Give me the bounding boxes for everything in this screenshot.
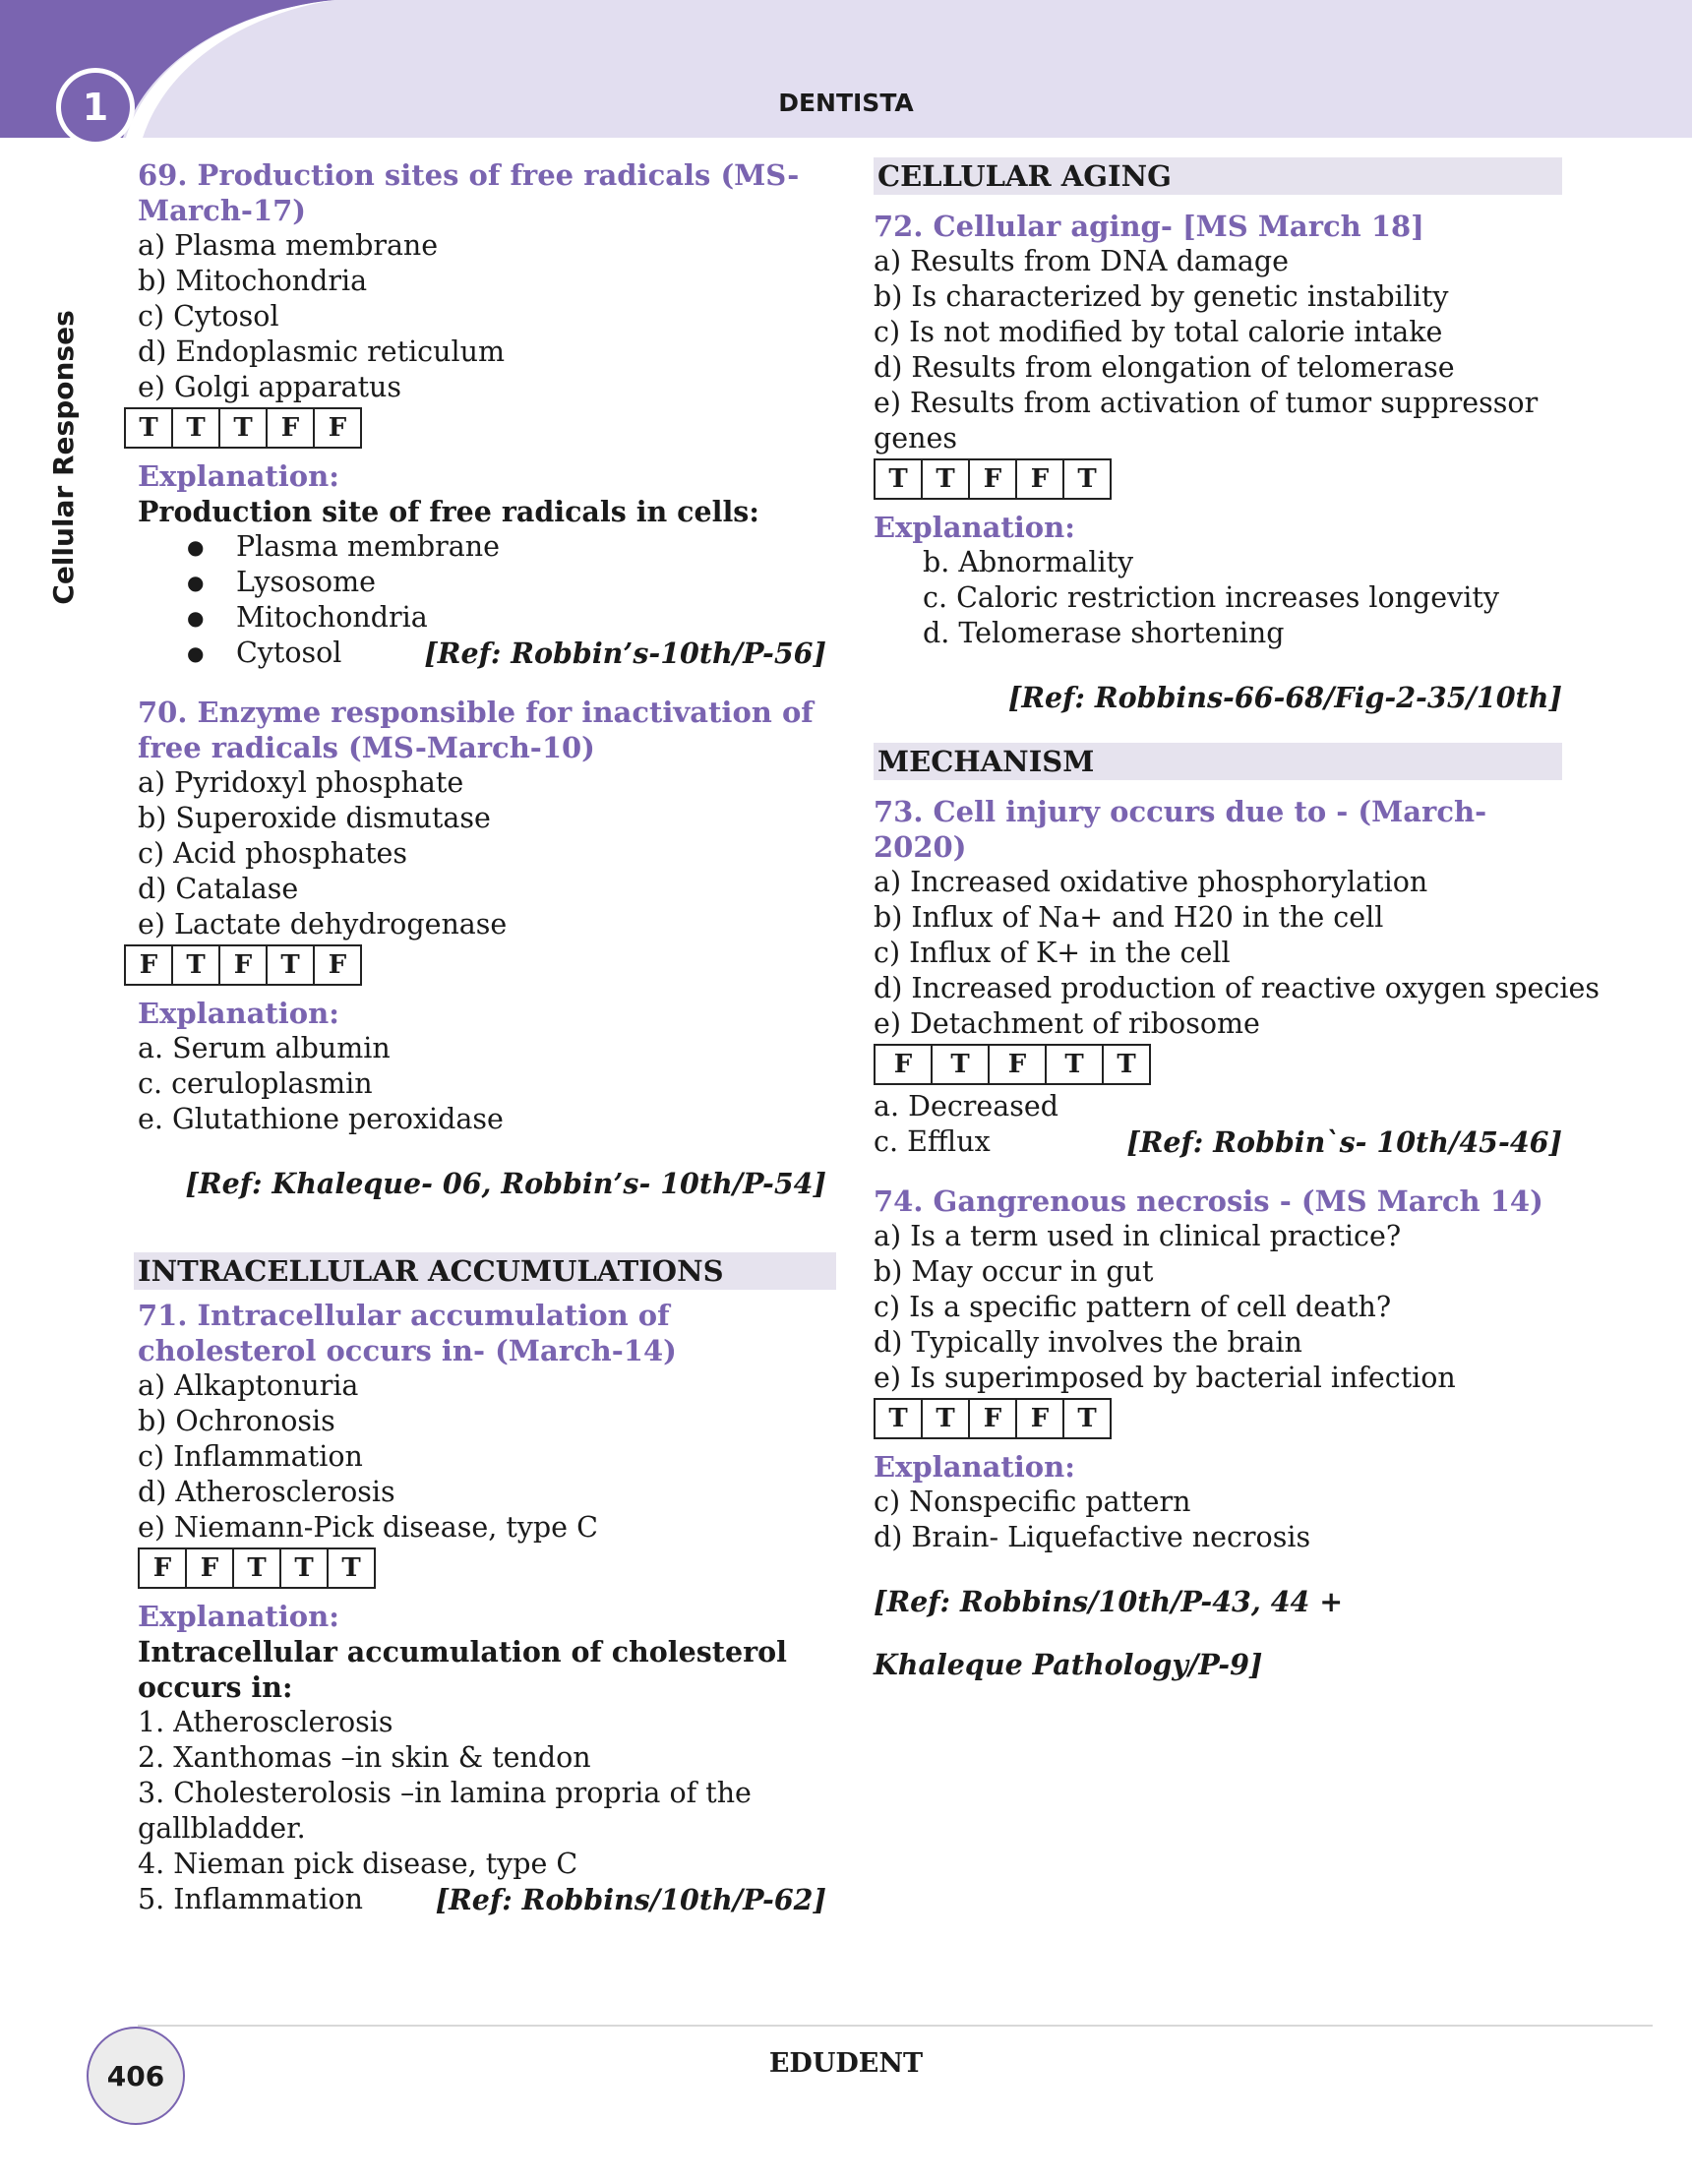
q71-option-d: d) Atherosclerosis (138, 1476, 395, 1508)
q71-last-line-row (138, 1882, 826, 1917)
answer-cell: T (281, 1547, 329, 1589)
q70-option-b: b) Superoxide dismutase (138, 802, 491, 834)
answer-cell: T (268, 944, 315, 986)
footer-divider (138, 2025, 1653, 2027)
q71-explanation-line: 2. Xanthomas –in skin & tendon (138, 1741, 591, 1774)
q74-option-e: e) Is superimposed by bacterial infection (874, 1362, 1456, 1394)
q72-reference: [Ref: Robbins-66-68/Fig-2-35/10th] (1007, 680, 1562, 714)
q72-answer-key (874, 458, 1562, 500)
q72-option-e: e) Results from activation of tumor suppressor genes (874, 387, 1539, 455)
section-heading-intracellular-accumulations: INTRACELLULAR ACCUMULATIONS (134, 1252, 836, 1290)
q70-explanation-label: Explanation: (138, 997, 339, 1030)
answer-cell: T (874, 458, 923, 500)
q72-explanation-line: c. Caloric restriction increases longevity (923, 581, 1499, 614)
answer-cell: T (923, 1398, 970, 1439)
q71-explanation-line: 5. Inflammation (138, 1883, 363, 1915)
q73-option-d: d) Increased production of reactive oxygen species (874, 972, 1600, 1004)
q72-option-a: a) Results from DNA damage (874, 245, 1289, 277)
q70-explanation-line: a. Serum albumin (138, 1032, 391, 1064)
left-column (138, 157, 826, 1917)
q72-option-d: d) Results from elongation of telomerase (874, 351, 1455, 384)
q71-explanation-line: 1. Atherosclerosis (138, 1706, 393, 1738)
q73-explanation-line: a. Decreased (874, 1090, 1059, 1122)
answer-cell: F (124, 944, 173, 986)
page-number-badge: 406 (87, 2027, 185, 2125)
header-banner-graphic (0, 0, 1692, 138)
q71-option-e: e) Niemann-Pick disease, type C (138, 1511, 598, 1544)
right-column (874, 157, 1600, 1711)
answer-cell: T (874, 1398, 923, 1439)
q71-answer-key (138, 1547, 826, 1589)
answer-cell: F (315, 407, 362, 449)
book-title: DENTISTA (778, 89, 914, 117)
question-70-title: 70. Enzyme responsible for inactivation of free radicals (MS-March-10) (138, 696, 814, 764)
question-73-title: 73. Cell injury occurs due to - (March-2020) (874, 795, 1487, 864)
q74-reference-line-2: Khaleque Pathology/P-9] (874, 1648, 1263, 1681)
answer-cell: T (923, 458, 970, 500)
list-item (187, 636, 826, 671)
q70-answer-key (124, 944, 826, 986)
answer-cell: T (933, 1044, 990, 1085)
answer-cell: T (173, 407, 220, 449)
answer-cell: F (315, 944, 362, 986)
q69-option-e: e) Golgi apparatus (138, 371, 402, 403)
answer-cell: F (1017, 458, 1064, 500)
question-69-title: 69. Production sites of free radicals (MS-March-17) (138, 158, 800, 227)
answer-cell: F (970, 458, 1017, 500)
question-74-title: 74. Gangrenous necrosis - (MS March 14) (874, 1184, 1543, 1218)
question-71-title: 71. Intracellular accumulation of cholesterol occurs in- (March-14) (138, 1299, 677, 1367)
answer-cell: T (1047, 1044, 1104, 1085)
q71-option-a: a) Alkaptonuria (138, 1369, 359, 1402)
q71-option-b: b) Ochronosis (138, 1405, 335, 1437)
q70-reference: [Ref: Khaleque- 06, Robbin’s- 10th/P-54] (185, 1166, 826, 1200)
q70-option-d: d) Catalase (138, 873, 299, 905)
answer-cell: T (329, 1547, 376, 1589)
answer-cell: T (220, 407, 268, 449)
q74-option-c: c) Is a specific pattern of cell death? (874, 1291, 1392, 1323)
q73-option-c: c) Influx of K+ in the cell (874, 937, 1231, 969)
list-item-text: Cytosol (236, 637, 342, 669)
q74-reference-line-1: [Ref: Robbins/10th/P-43, 44 + (874, 1584, 1344, 1618)
q72-explanation-label: Explanation: (874, 511, 1075, 544)
q69-reference: [Ref: Robbin’s-10th/P-56] (424, 637, 826, 670)
q73-explanation-line: c. Efflux (874, 1125, 991, 1158)
q70-option-c: c) Acid phosphates (138, 837, 408, 870)
q74-answer-key (874, 1398, 1562, 1439)
answer-cell: F (1017, 1398, 1064, 1439)
q72-option-c: c) Is not modified by total calorie intake (874, 316, 1443, 348)
answer-cell: F (138, 1547, 187, 1589)
q73-answer-key (874, 1044, 1562, 1085)
answer-cell: T (1064, 1398, 1112, 1439)
answer-cell: T (124, 407, 173, 449)
q71-explanation-line: 4. Nieman pick disease, type C (138, 1848, 578, 1880)
q69-bullet-list (138, 529, 826, 671)
q69-option-c: c) Cytosol (138, 300, 279, 333)
q69-option-b: b) Mitochondria (138, 265, 368, 297)
q74-explanation-line: c) Nonspecific pattern (874, 1486, 1191, 1518)
answer-cell: F (874, 1044, 933, 1085)
q72-option-b: b) Is characterized by genetic instability (874, 280, 1449, 313)
q70-explanation-line: c. ceruloplasmin (138, 1067, 373, 1100)
section-heading-cellular-aging: CELLULAR AGING (874, 157, 1562, 195)
footer-brand: EDUDENT (768, 2048, 924, 2079)
q69-option-a: a) Plasma membrane (138, 229, 439, 262)
q69-answer-key (124, 407, 826, 449)
q71-explanation-line: 3. Cholesterolosis –in lamina propria of the gallbladder. (138, 1777, 752, 1845)
list-item: ● Mitochondria (187, 600, 826, 636)
q71-explanation-heading: Intracellular accumulation of cholesterol occurs in: (138, 1635, 787, 1704)
q69-option-d: d) Endoplasmic reticulum (138, 335, 505, 368)
q69-explanation-heading: Production site of free radicals in cells: (138, 495, 759, 528)
section-heading-mechanism: MECHANISM (874, 743, 1562, 780)
q71-explanation-label: Explanation: (138, 1600, 339, 1633)
answer-cell: F (187, 1547, 234, 1589)
q73-option-b: b) Influx of Na+ and H20 in the cell (874, 901, 1384, 934)
answer-cell: T (1064, 458, 1112, 500)
page-header (0, 0, 1692, 138)
question-72-title: 72. Cellular aging- [MS March 18] (874, 210, 1424, 243)
q74-explanation-line: d) Brain- Liquefactive necrosis (874, 1521, 1311, 1553)
q74-explanation-label: Explanation: (874, 1450, 1075, 1484)
q71-reference: [Ref: Robbins/10th/P-62] (435, 1883, 826, 1916)
q72-explanation-line: d. Telomerase shortening (923, 617, 1285, 649)
answer-cell: T (173, 944, 220, 986)
q73-option-e: e) Detachment of ribosome (874, 1007, 1260, 1040)
q70-option-e: e) Lactate dehydrogenase (138, 908, 508, 940)
answer-cell: F (990, 1044, 1047, 1085)
q70-option-a: a) Pyridoxyl phosphate (138, 766, 464, 799)
answer-cell: F (268, 407, 315, 449)
q73-reference: [Ref: Robbin`s- 10th/45-46] (1126, 1125, 1562, 1159)
q73-option-a: a) Increased oxidative phosphorylation (874, 866, 1428, 898)
list-item: ● Lysosome (187, 565, 826, 600)
q73-last-line-row (874, 1124, 1562, 1160)
side-chapter-label: Cellular Responses (47, 310, 80, 605)
answer-cell: T (1104, 1044, 1151, 1085)
q69-explanation-label: Explanation: (138, 459, 339, 493)
q70-explanation-line: e. Glutathione peroxidase (138, 1103, 504, 1135)
q74-option-a: a) Is a term used in clinical practice? (874, 1220, 1402, 1252)
q74-option-b: b) May occur in gut (874, 1255, 1154, 1288)
chapter-number-badge: 1 (61, 73, 130, 142)
q72-explanation-line: b. Abnormality (923, 546, 1134, 578)
answer-cell: F (220, 944, 268, 986)
list-item: ● Plasma membrane (187, 529, 826, 565)
answer-cell: F (970, 1398, 1017, 1439)
q74-option-d: d) Typically involves the brain (874, 1326, 1302, 1359)
q71-option-c: c) Inflammation (138, 1440, 363, 1473)
answer-cell: T (234, 1547, 281, 1589)
